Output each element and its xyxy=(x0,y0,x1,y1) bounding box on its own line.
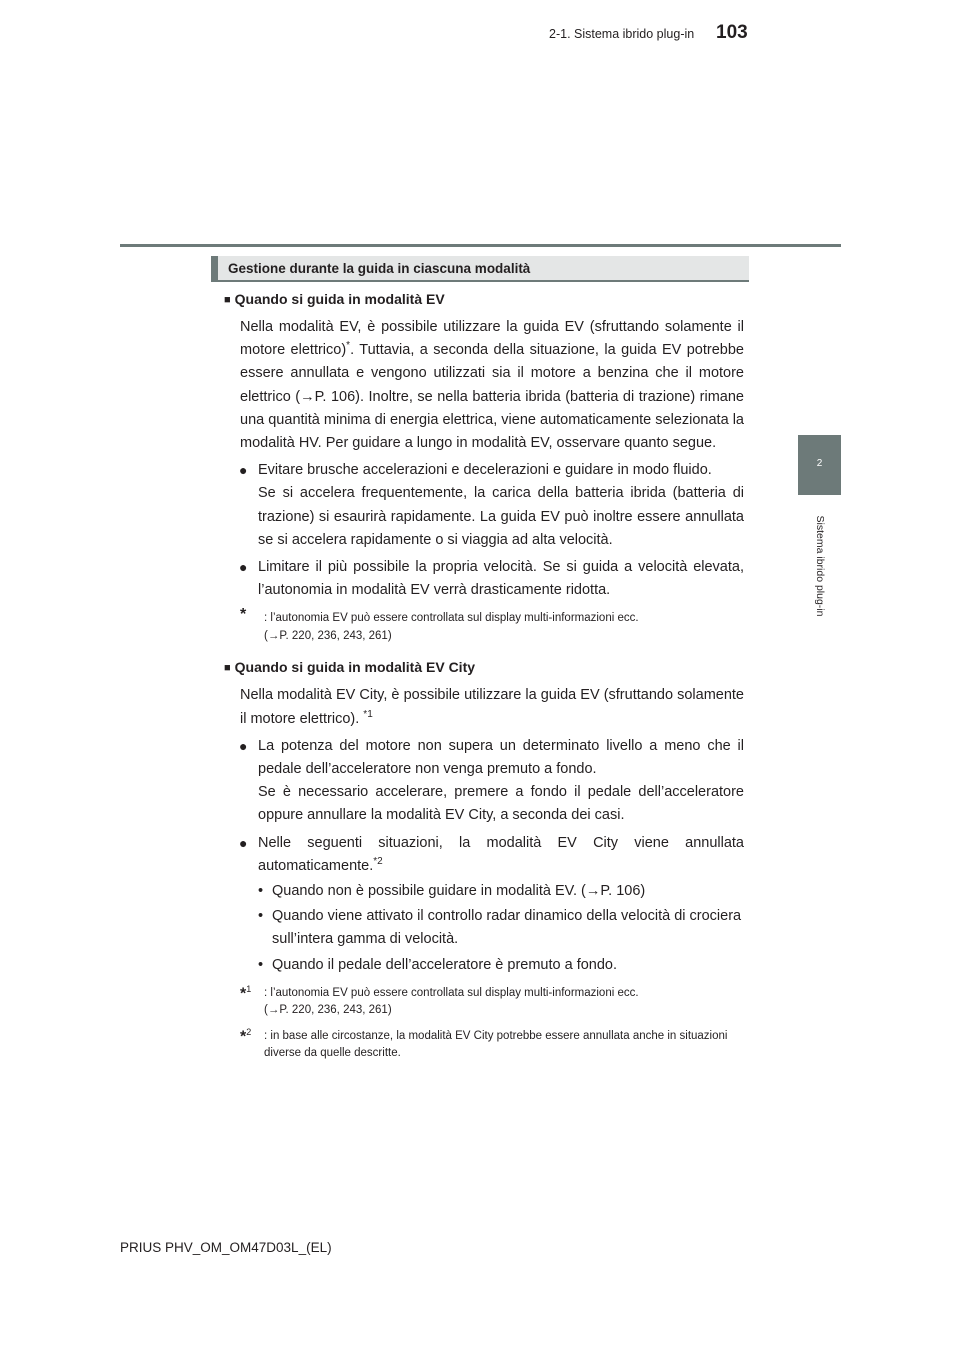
footnote-ref-star: * xyxy=(373,856,378,868)
small-bullet-icon: • xyxy=(258,908,264,925)
square-bullet-icon: ■ xyxy=(224,662,231,675)
small-bullet-icon: • xyxy=(258,956,264,973)
bullet-ev-1 xyxy=(224,459,744,552)
paragraph-ev xyxy=(240,316,744,455)
page-number: 103 xyxy=(716,22,748,43)
subbullet-1-text: Quando non è possibile guidare in modalità EV. (→P. 106) xyxy=(272,883,646,900)
bullet-city-2-text xyxy=(258,832,744,878)
footnote-ref-1 xyxy=(363,709,372,720)
subbullet-1 xyxy=(224,880,744,903)
footnote-city-2-text: : in base alle circostanze, la modalità EV City potrebbe essere annullata anche in situazioni diverse da quelle descritte. xyxy=(264,1029,728,1060)
chapter-label: Sistema ibrido plug-in xyxy=(814,515,826,617)
subheading-ev-city-text: Quando si guida in modalità EV City xyxy=(234,659,476,676)
bullet-city-1 xyxy=(224,735,744,828)
bullet-dot-icon: ● xyxy=(239,462,248,479)
bullet-city-1-text: La potenza del motore non supera un determinato livello a meno che il pedale dell’acceleratore non venga premuto a fondo. xyxy=(258,737,744,778)
subheading-ev-city xyxy=(224,657,744,678)
footnote-star-mark: * xyxy=(240,1028,247,1046)
bullet-city-2-body: Nelle seguenti situazioni, la modalità EV City viene annullata automaticamente. xyxy=(258,834,744,874)
bullet-ev-2-text: Limitare il più possibile la propria velocità. Se si guida a velocità elevata, l’autonomia in modalità EV verrà drasticamente ridotta. xyxy=(258,559,744,599)
paragraph-ev-part2: . Tuttavia, a seconda della situazione, la guida EV potrebbe essere annullata e vengono utilizzati sia il motore a benzina che il motore elettrico (→P. 106). Inoltre, se nella batteria ibrida (batteria di trazione) rimane una quantità minima di energia elettrica, viene automaticamente selezionata la modalità HV. Per guidare a lungo in modalità EV, osservare quanto segue. xyxy=(240,342,744,452)
paragraph-ev-part1: Nella modalità EV, è possibile utilizzare la guida EV (sfruttando solamente il motore elettrico) xyxy=(240,319,744,359)
footnote-star xyxy=(240,981,251,1003)
subheading-ev-text: Quando si guida in modalità EV xyxy=(234,291,445,307)
subbullet-3-text: Quando il pedale dell’acceleratore è premuto a fondo. xyxy=(272,956,618,973)
section-title: Gestione durante la guida in ciascuna modalità xyxy=(228,261,531,276)
footnote-city-1-line2: (→P. 220, 236, 243, 261) xyxy=(264,1004,392,1017)
footnote-ref-star: * xyxy=(363,708,368,720)
footnote-ev xyxy=(240,606,744,645)
chapter-number: 2 xyxy=(816,458,823,469)
bullet-dot-icon: ● xyxy=(239,559,248,576)
footnote-ref-number: 2 xyxy=(377,856,383,868)
footnote-ref-number: 1 xyxy=(367,708,373,720)
footnote-ref: * xyxy=(346,340,351,352)
bullet-dot-icon: ● xyxy=(239,737,248,754)
paragraph-ev-city xyxy=(240,684,744,730)
footnote-star-mark: * xyxy=(240,985,247,1003)
footnote-city-1 xyxy=(240,985,744,1020)
bullet-ev-1-text: Evitare brusche accelerazioni e decelerazioni e guidare in modo fluido. xyxy=(258,462,712,479)
bullet-city-2 xyxy=(224,832,744,878)
footnote-star-number: 2 xyxy=(246,1026,252,1037)
subbullet-3 xyxy=(224,954,744,977)
footer-model-code: PRIUS PHV_OM_OM47D03L_(EL) xyxy=(120,1240,332,1255)
bullet-ev-2 xyxy=(224,556,744,602)
bullet-ev-1-detail: Se si accelera frequentemente, la carica della batteria ibrida (batteria di trazione) si esaurirà rapidamente. La guida EV può inoltre essere annullata se si accelera rapidamente o si viaggia ad alta velocità. xyxy=(258,485,744,548)
section-title-bar xyxy=(211,256,749,282)
footnote-star xyxy=(240,1024,251,1046)
footnote-star-number: 1 xyxy=(246,983,252,994)
footnote-ref-2 xyxy=(373,856,382,867)
page-content xyxy=(224,289,744,1063)
footnote-ev-line1: : l’autonomia EV può essere controllata sul display multi-informazioni ecc. xyxy=(264,612,639,625)
bullet-city-1-detail: Se è necessario accelerare, premere a fondo il pedale dell’acceleratore oppure annullare la modalità EV City, a seconda dei casi. xyxy=(258,784,744,824)
subbullet-2 xyxy=(224,905,744,951)
square-bullet-icon: ■ xyxy=(224,294,231,306)
footnote-city-2 xyxy=(240,1028,744,1063)
bullet-dot-icon: ● xyxy=(239,834,248,851)
small-bullet-icon: • xyxy=(258,883,264,900)
header-section-title: 2-1. Sistema ibrido plug-in xyxy=(549,27,695,41)
footnote-ev-line2: (→P. 220, 236, 243, 261) xyxy=(264,629,392,642)
chapter-tab xyxy=(798,435,841,495)
subbullet-2-text: Quando viene attivato il controllo radar dinamico della velocità di crociera sull’intera gamma di velocità. xyxy=(272,908,742,948)
footnote-star: * xyxy=(240,606,247,624)
footnote-city-1-line1: : l’autonomia EV può essere controllata sul display multi-informazioni ecc. xyxy=(264,986,639,999)
subheading-ev xyxy=(224,289,744,310)
paragraph-ev-city-text: Nella modalità EV City, è possibile utilizzare la guida EV (sfruttando solamente il motore elettrico). xyxy=(240,687,744,727)
header-divider xyxy=(120,244,841,247)
